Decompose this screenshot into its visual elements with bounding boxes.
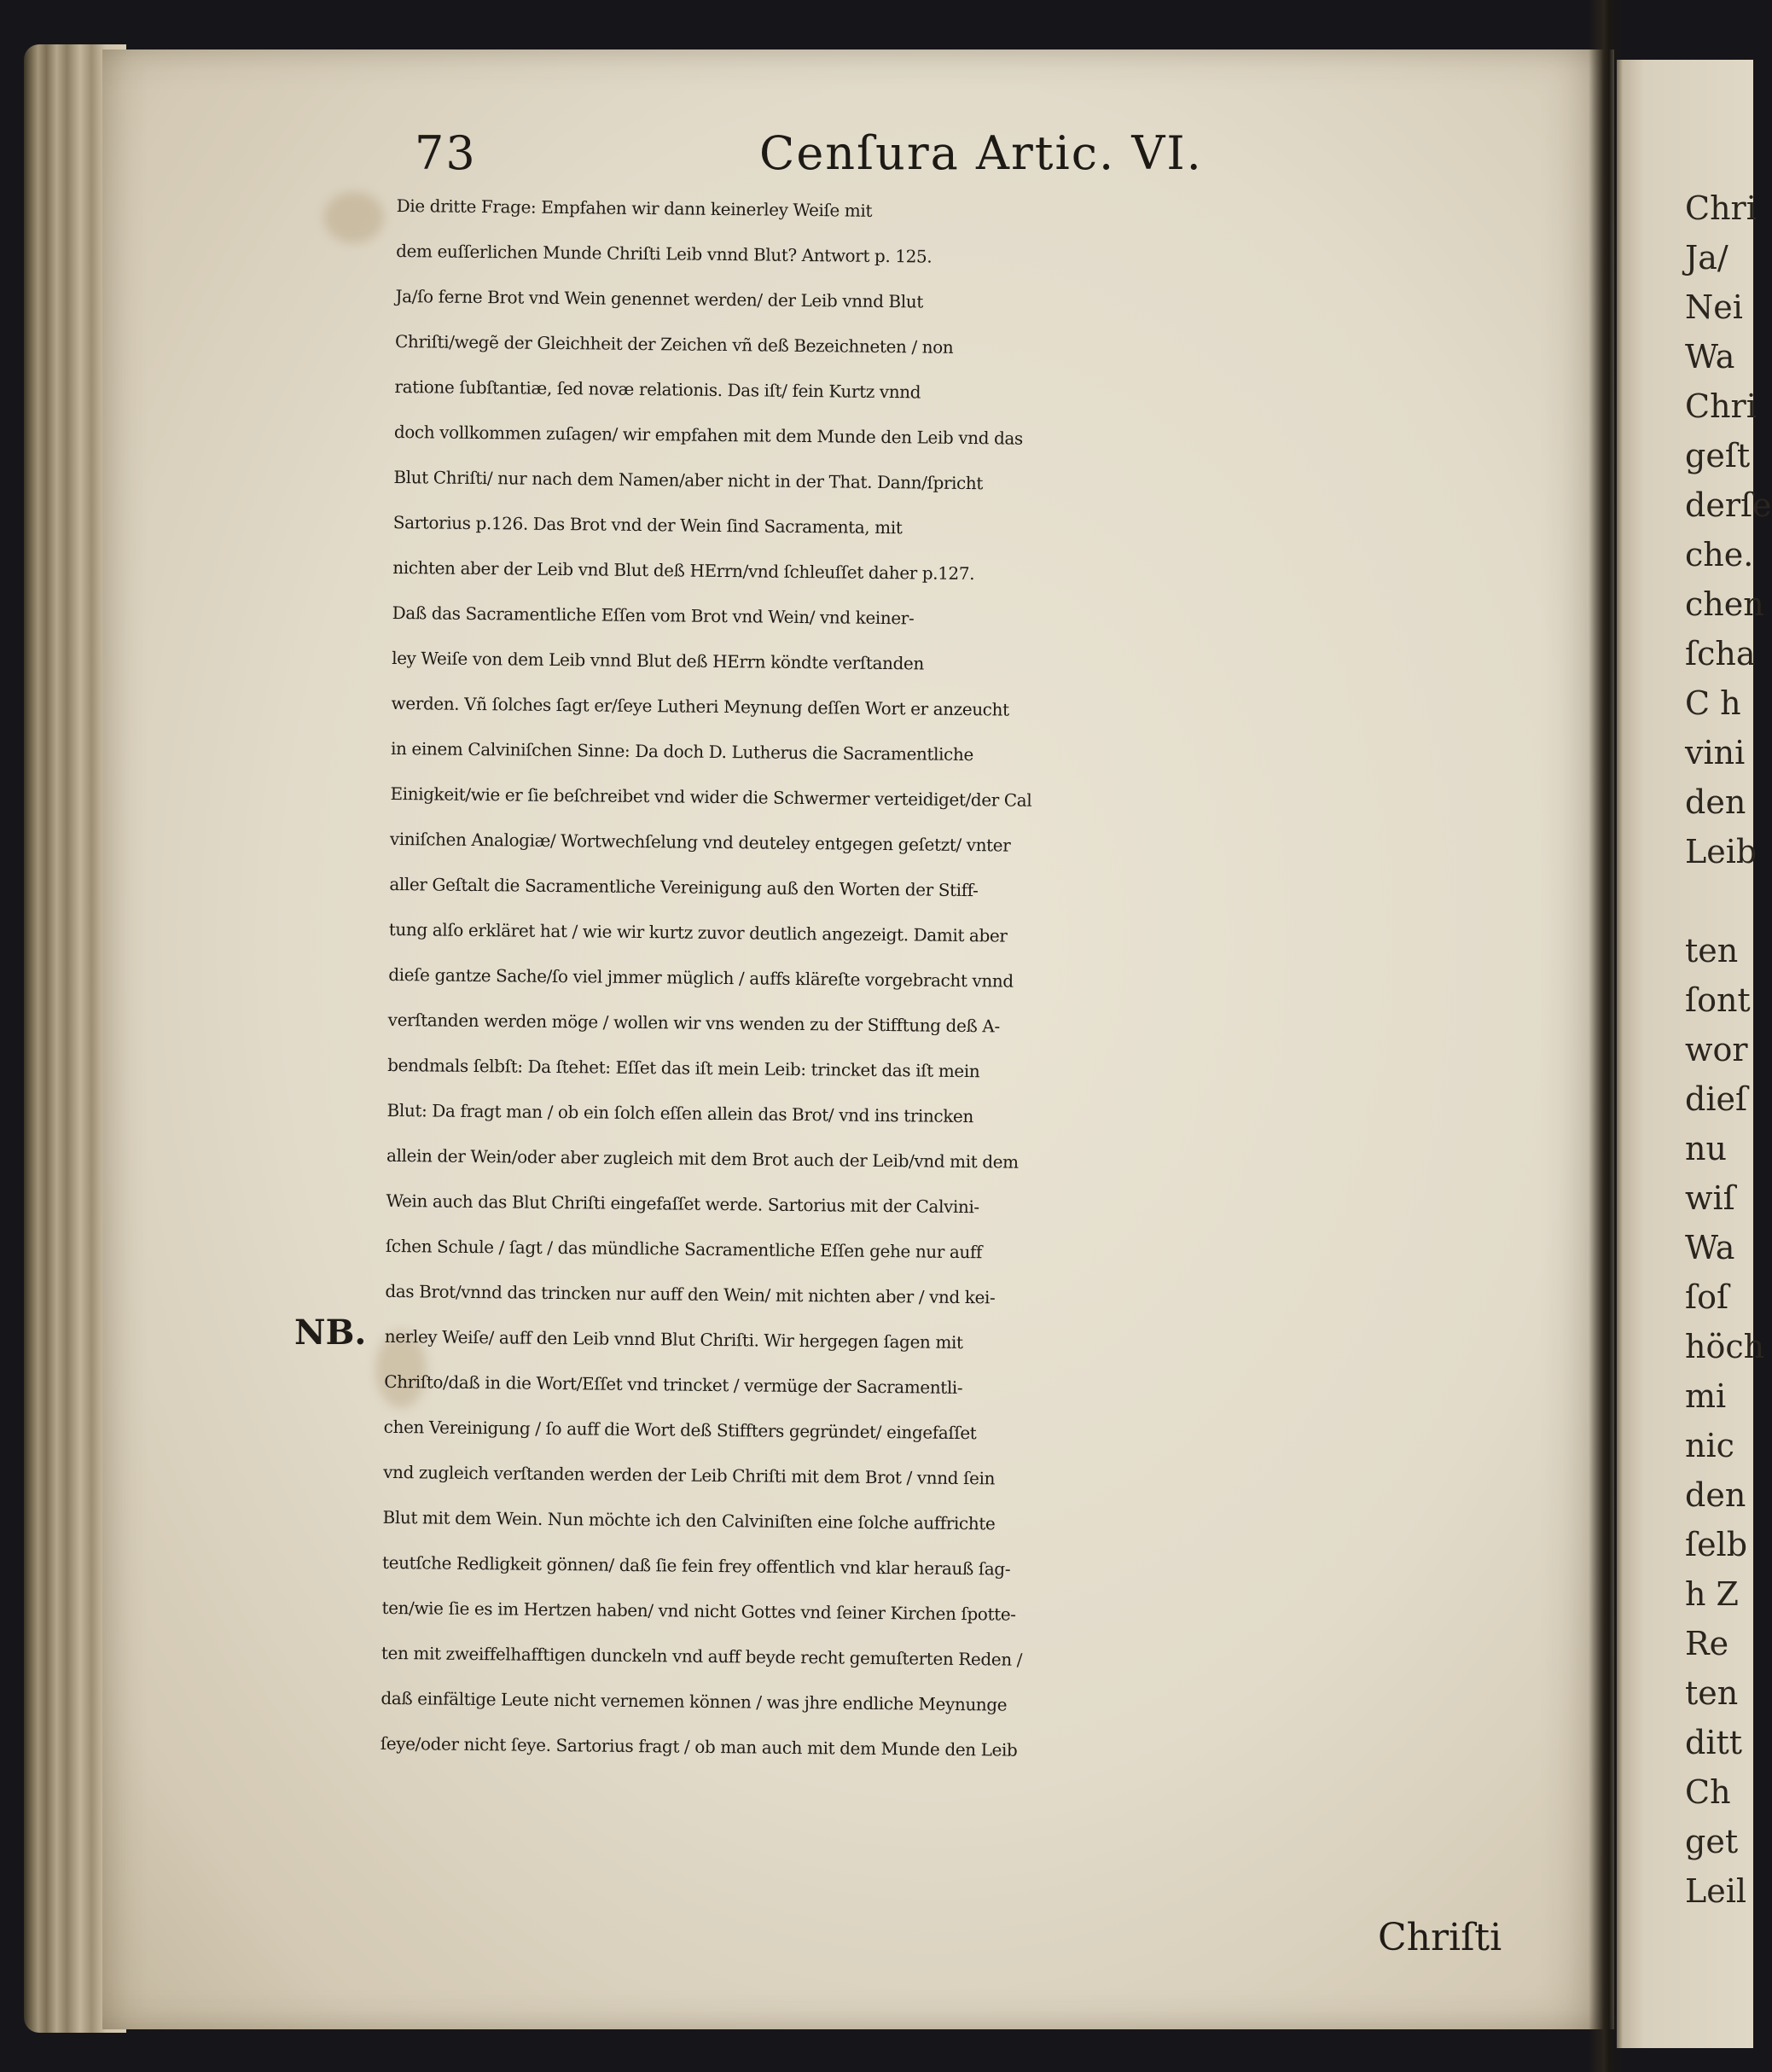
facing-page-fragment: Chri: [1685, 189, 1757, 227]
text-line: verſtanden werden möge / wollen wir vns wenden zu der Stifftung deß A-: [387, 1009, 1000, 1037]
text-line: nichten aber der Leib vnd Blut deß HErrn/vnd ſchleuſſet daher p.127.: [392, 556, 975, 585]
facing-page-fragment: Ja/: [1685, 239, 1728, 276]
text-line: Daß das Sacramentliche Eſſen vom Brot vnd Wein/ vnd keiner-: [392, 602, 915, 629]
text-line: werden. Vñ ſolches ſagt er/ſeye Lutheri Meynung deſſen Wort er anzeucht: [391, 692, 1009, 720]
facing-page-fragment: wor: [1685, 1031, 1748, 1068]
text-line: Chriſti/wegẽ der Gleichheit der Zeichen vñ deß Bezeichneten / non: [394, 330, 954, 358]
text-line: Die dritte Frage: Empfahen wir dann keinerley Weiſe mit: [396, 195, 873, 221]
catchword: Chriſti: [1378, 1916, 1502, 1959]
facing-page-fragment: derſe: [1685, 486, 1772, 524]
facing-page-fragment: Leib: [1685, 833, 1757, 870]
text-line: nerley Weiſe/ auff den Leib vnnd Blut Chriſti. Wir hergegen ſagen mit: [384, 1325, 963, 1353]
facing-page-fragment: get: [1685, 1823, 1739, 1860]
text-line: chen Vereinigung / ſo auff die Wort deß Stiffters gegründet/ eingefaſſet: [383, 1416, 977, 1444]
text-line: viniſchen Analogiæ/ Wortwechſelung vnd deuteley entgegen geſetzt/ vnter: [389, 828, 1011, 856]
text-line: vnd zugleich verſtanden werden der Leib Chriſti mit dem Brot / vnnd ſein: [383, 1461, 996, 1489]
text-line: ſeye/oder nicht ſeye. Sartorius fragt / ob man auch mit dem Munde den Leib: [380, 1732, 1018, 1761]
facing-page-fragment: höch: [1685, 1328, 1765, 1365]
facing-page-fragment: Chri: [1685, 387, 1757, 425]
running-title: Cenſura Artic. VI.: [759, 126, 1203, 180]
facing-page-fragment: Wa: [1685, 1229, 1735, 1266]
facing-page-fragment: dieſ: [1685, 1080, 1748, 1118]
text-line: Blut: Da fragt man / ob ein ſolch eſſen allein das Brot/ vnd ins trincken: [386, 1099, 974, 1127]
gutter: [1589, 0, 1623, 2072]
facing-page-fragment: mi: [1685, 1377, 1727, 1415]
text-line: Ja/ſo ferne Brot vnd Wein genennet werden/ der Leib vnnd Blut: [395, 285, 924, 312]
text-line: ley Weiſe von dem Leib vnnd Blut deß HErrn köndte verſtanden: [392, 647, 925, 674]
facing-page-fragment: den: [1685, 1476, 1746, 1514]
text-line: Wein auch das Blut Chriſti eingefaſſet werde. Sartorius mit der Calvini-: [386, 1190, 979, 1218]
facing-page-fragment: Nei: [1685, 288, 1743, 326]
facing-page-fragment: Leil: [1685, 1872, 1747, 1910]
text-line: ratione ſubſtantiæ, ſed novæ relationis. Das iſt/ fein Kurtz vnnd: [394, 375, 921, 403]
facing-page-fragment: vini: [1685, 734, 1746, 771]
facing-page-fragment: den: [1685, 783, 1746, 821]
running-head: [410, 126, 1348, 186]
facing-page-fragment: ſoſ: [1685, 1278, 1729, 1316]
facing-page-fragment: nu: [1685, 1130, 1727, 1167]
facing-page-fragment: ditt: [1685, 1724, 1743, 1761]
facing-page-fragment: geſt: [1685, 437, 1751, 474]
text-block: [381, 183, 1506, 1778]
text-line: Blut Chriſti/ nur nach dem Namen/aber nicht in der That. Dann/ſpricht: [393, 466, 984, 494]
text-line: Einigkeit/wie er ſie beſchreibet vnd wider die Schwermer verteidiget/der Cal: [390, 783, 1032, 811]
facing-page-fragment: ſcha: [1685, 635, 1756, 672]
text-line: ſchen Schule / ſagt / das mündliche Sacramentliche Eſſen gehe nur auff: [385, 1235, 983, 1263]
facing-page-fragment: chen: [1685, 585, 1764, 623]
text-line: doch vollkommen zuſagen/ wir empfahen mit dem Munde den Leib vnd das: [393, 421, 1023, 449]
facing-page-fragment: ſelb: [1685, 1526, 1748, 1563]
text-line: dieſe gantze Sache/ſo viel jmmer müglich / auffs kläreſte vorgebracht vnnd: [388, 963, 1014, 992]
stain: [324, 192, 384, 243]
text-line: in einem Calviniſchen Sinne: Da doch D. Lutherus die Sacramentliche: [390, 737, 973, 765]
text-line: das Brot/vnnd das trincken nur auff den Wein/ mit nichten aber / vnd kei-: [385, 1280, 996, 1308]
text-line: allein der Wein/oder aber zugleich mit dem Brot auch der Leib/vnd mit dem: [386, 1144, 1019, 1173]
text-line: ten mit zweiffelhafftigen dunckeln vnd auff beyde recht gemuſterten Reden /: [381, 1642, 1023, 1670]
text-line: teutſche Redligkeit gönnen/ daß ſie fein frey offentlich vnd klar herauß ſag-: [381, 1551, 1011, 1580]
facing-page-fragment: ten: [1685, 1674, 1739, 1712]
facing-page-fragment: h Z: [1685, 1575, 1739, 1613]
facing-page-fragment: ten: [1685, 932, 1739, 969]
text-line: Sartorius p.126. Das Brot vnd der Wein ſind Sacramenta, mit: [392, 511, 903, 538]
text-line: Chriſto/daß in die Wort/Eſſet vnd trincket / vermüge der Sacramentli-: [384, 1371, 963, 1399]
facing-page-fragment: C h: [1685, 684, 1741, 722]
facing-page-fragment: Wa: [1685, 338, 1735, 375]
text-line: bendmals ſelbſt: Da ſtehet: Eſſet das iſt mein Leib: trincket das iſt mein: [387, 1054, 980, 1082]
text-line: aller Geſtalt die Sacramentliche Vereinigung auß den Worten der Stiff-: [389, 873, 979, 901]
marginal-note: NB.: [294, 1312, 367, 1353]
facing-page-fragment: nic: [1685, 1427, 1734, 1464]
facing-page-fragment: [1685, 876, 1736, 926]
text-line: daß einfältige Leute nicht vernemen können / was jhre endliche Meynunge: [381, 1687, 1008, 1715]
facing-page-fragment: ſont: [1685, 981, 1751, 1019]
text-line: Blut mit dem Wein. Nun möchte ich den Calviniſten eine ſolche auffrichte: [382, 1506, 996, 1534]
facing-page-fragment: che.: [1685, 536, 1754, 573]
facing-page-fragment: Re: [1685, 1625, 1729, 1662]
facing-page-column: [1685, 183, 1772, 1916]
facing-page-fragment: wiſ: [1685, 1179, 1735, 1217]
text-line: ten/wie ſie es im Hertzen haben/ vnd nicht Gottes vnd ſeiner Kirchen ſpotte-: [381, 1597, 1016, 1625]
facing-page-fragment: Ch: [1685, 1773, 1731, 1811]
text-line: dem euſſerlichen Munde Chriſti Leib vnnd Blut? Antwort p. 125.: [396, 240, 932, 267]
page-number: 73: [415, 126, 477, 180]
text-line: tung alſo erkläret hat / wie wir kurtz zuvor deutlich angezeigt. Damit aber: [388, 918, 1008, 946]
